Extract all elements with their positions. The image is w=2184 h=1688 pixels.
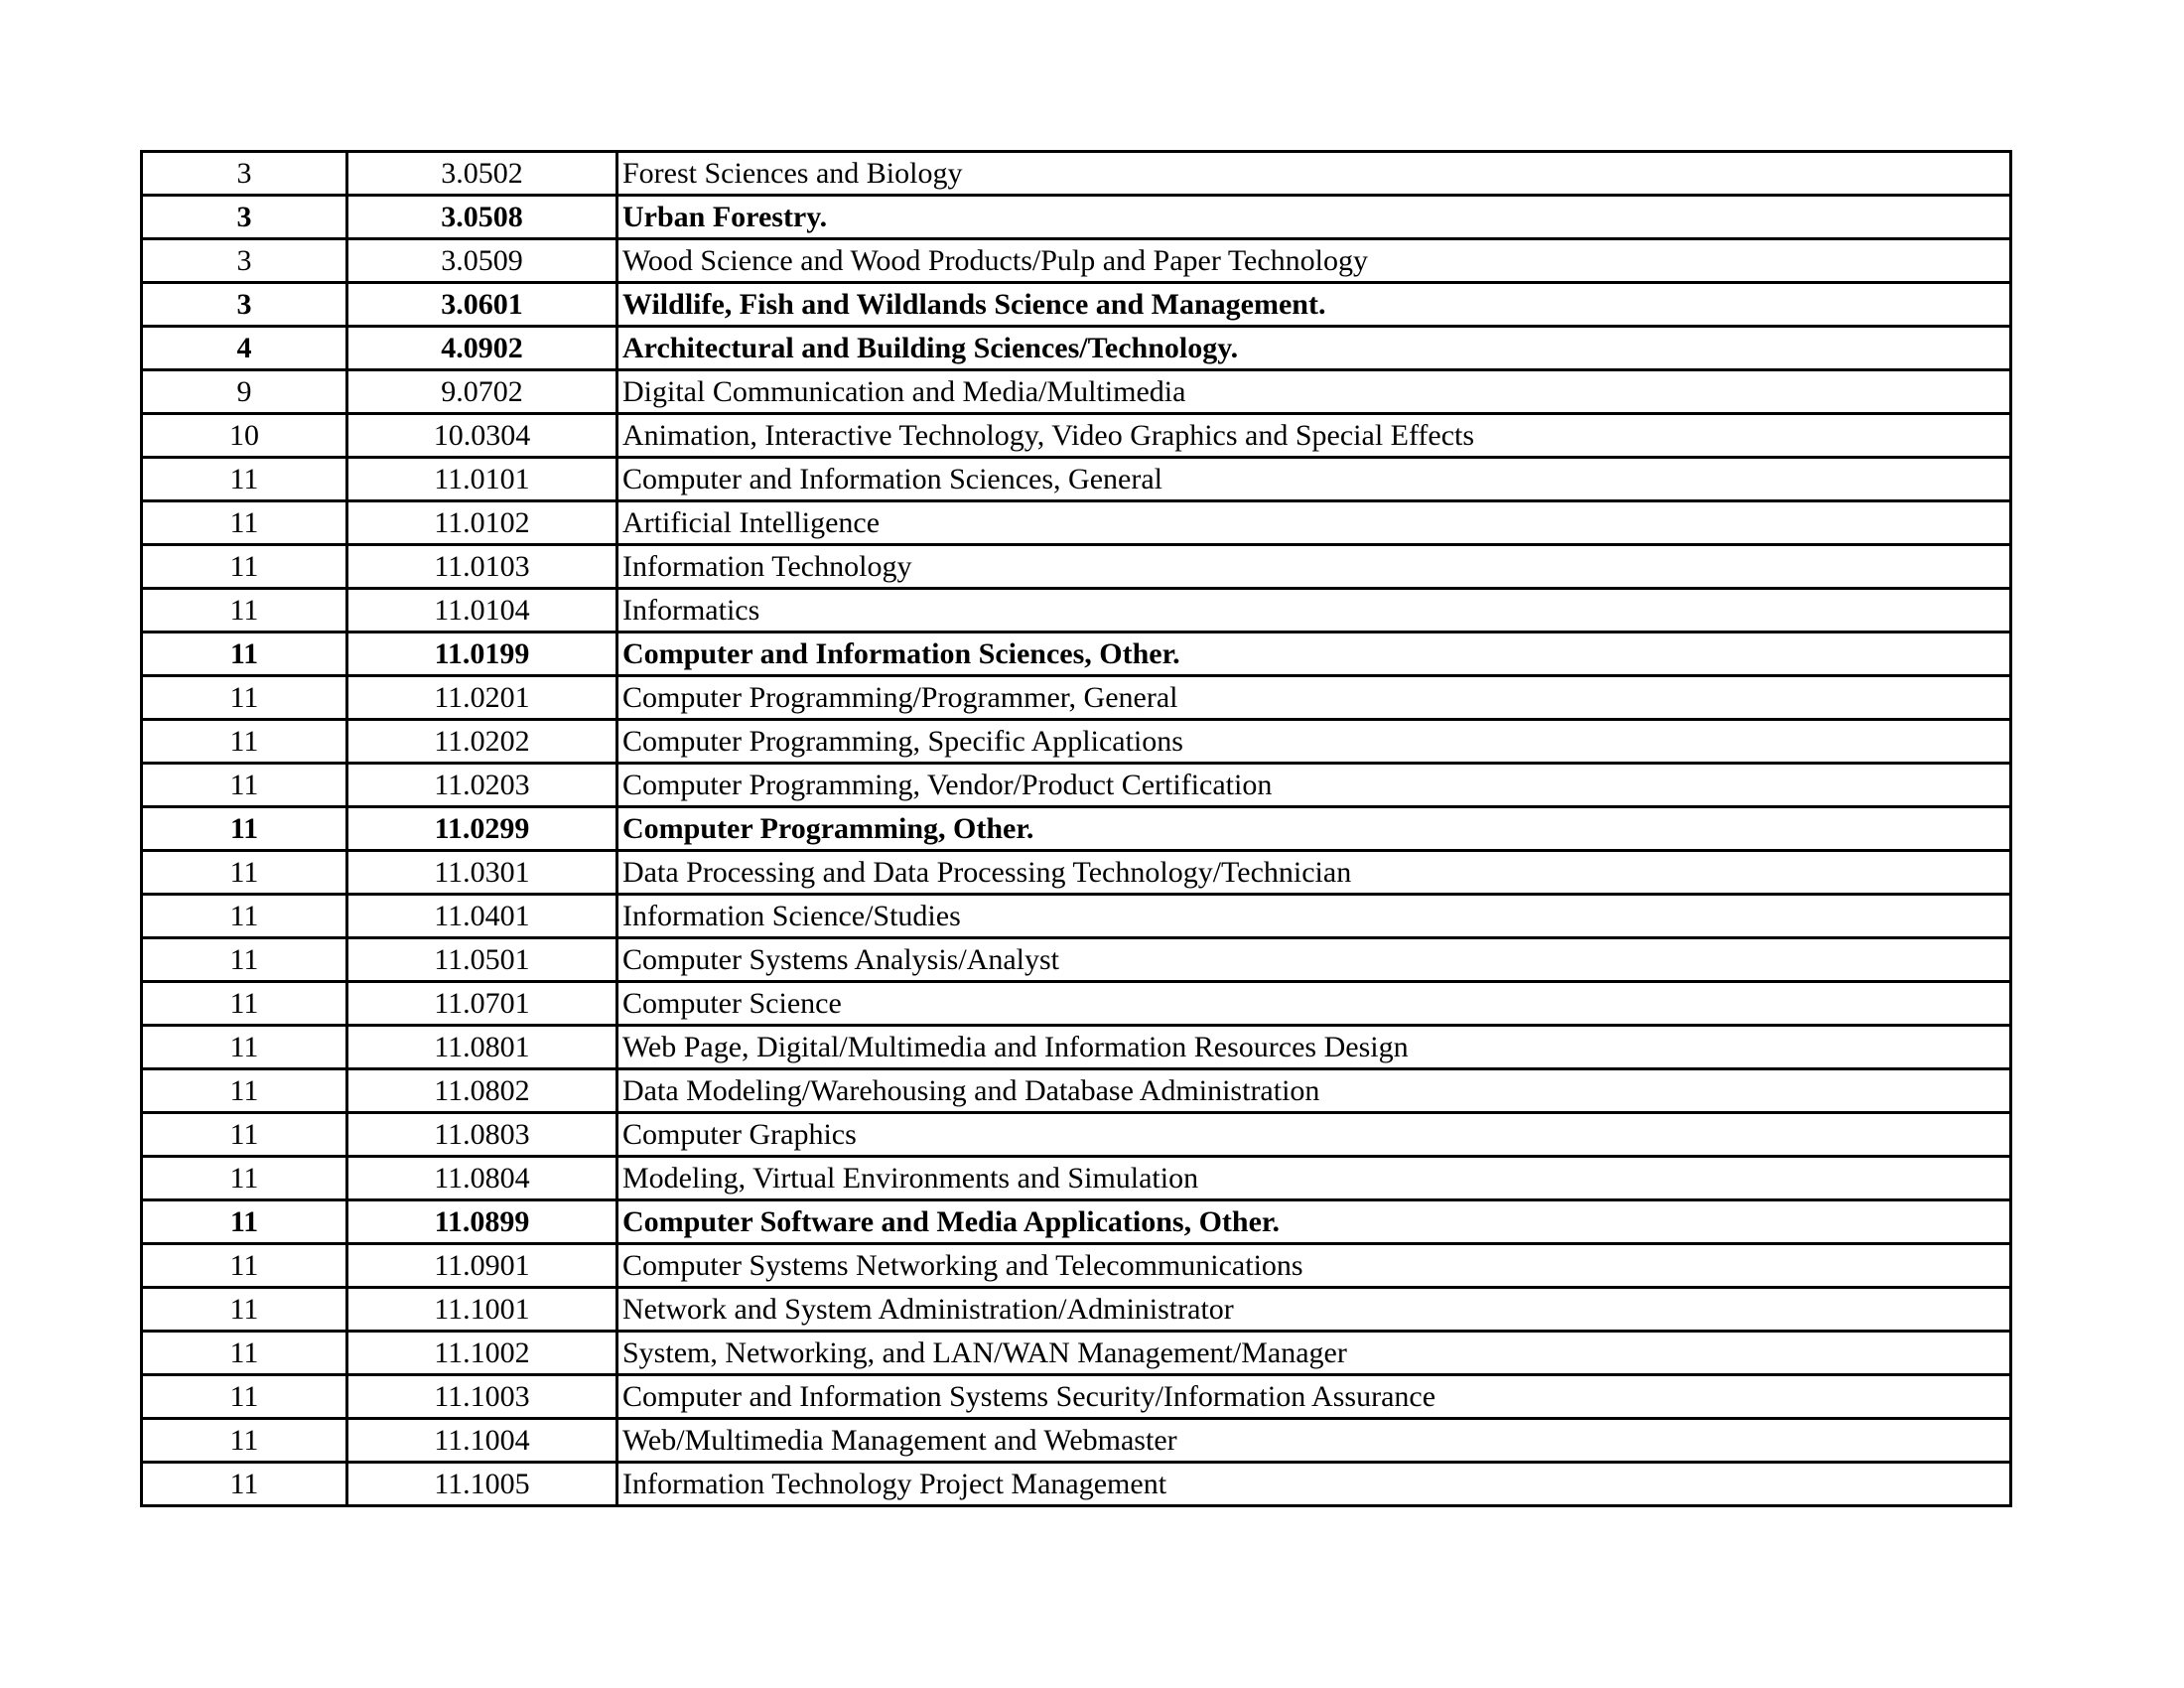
cip-code-cell: 3.0502 (347, 152, 617, 196)
cip-code-table (140, 150, 2012, 1507)
cip-title-cell: Urban Forestry. (617, 196, 2011, 239)
cip-code-cell: 11.1004 (347, 1419, 617, 1463)
cip-title-cell: Informatics (617, 589, 2011, 633)
cip-code-cell: 4.0902 (347, 327, 617, 370)
table-row (142, 1463, 2011, 1506)
cip-code-cell: 11.0299 (347, 807, 617, 851)
table-row (142, 1069, 2011, 1113)
table-row (142, 1419, 2011, 1463)
cip-code-cell: 11.0803 (347, 1113, 617, 1157)
table-row (142, 1157, 2011, 1200)
cip-family-cell: 11 (142, 1419, 347, 1463)
cip-family-cell: 11 (142, 1200, 347, 1244)
table-row (142, 589, 2011, 633)
cip-family-cell: 11 (142, 764, 347, 807)
table-row (142, 1200, 2011, 1244)
cip-title-cell: Forest Sciences and Biology (617, 152, 2011, 196)
cip-family-cell: 3 (142, 239, 347, 283)
cip-title-cell: Computer Programming, Vendor/Product Certification (617, 764, 2011, 807)
table-row (142, 196, 2011, 239)
table-row (142, 938, 2011, 982)
table-row (142, 720, 2011, 764)
table-row (142, 458, 2011, 501)
cip-family-cell: 3 (142, 152, 347, 196)
cip-code-cell: 11.0899 (347, 1200, 617, 1244)
cip-family-cell: 11 (142, 501, 347, 545)
cip-title-cell: Data Modeling/Warehousing and Database Administration (617, 1069, 2011, 1113)
cip-title-cell: Web Page, Digital/Multimedia and Information Resources Design (617, 1026, 2011, 1069)
cip-title-cell: Web/Multimedia Management and Webmaster (617, 1419, 2011, 1463)
cip-family-cell: 11 (142, 807, 347, 851)
cip-family-cell: 11 (142, 1332, 347, 1375)
cip-code-cell: 11.0501 (347, 938, 617, 982)
cip-title-cell: Computer and Information Systems Security/Information Assurance (617, 1375, 2011, 1419)
table-row (142, 633, 2011, 676)
table-row (142, 676, 2011, 720)
cip-code-cell: 11.0104 (347, 589, 617, 633)
cip-code-cell: 11.0401 (347, 895, 617, 938)
cip-table-body (142, 152, 2011, 1506)
cip-code-cell: 11.0102 (347, 501, 617, 545)
cip-title-cell: Computer Programming, Specific Applications (617, 720, 2011, 764)
cip-family-cell: 11 (142, 851, 347, 895)
table-row (142, 1332, 2011, 1375)
cip-family-cell: 11 (142, 720, 347, 764)
table-row (142, 851, 2011, 895)
table-row (142, 895, 2011, 938)
cip-family-cell: 11 (142, 1113, 347, 1157)
cip-family-cell: 11 (142, 1157, 347, 1200)
cip-code-cell: 3.0508 (347, 196, 617, 239)
cip-family-cell: 11 (142, 633, 347, 676)
cip-title-cell: Information Technology (617, 545, 2011, 589)
cip-code-cell: 11.0201 (347, 676, 617, 720)
cip-code-cell: 3.0509 (347, 239, 617, 283)
table-row (142, 807, 2011, 851)
cip-title-cell: Computer Systems Analysis/Analyst (617, 938, 2011, 982)
cip-title-cell: Modeling, Virtual Environments and Simulation (617, 1157, 2011, 1200)
cip-title-cell: Computer Science (617, 982, 2011, 1026)
cip-code-cell: 11.0301 (347, 851, 617, 895)
table-row (142, 501, 2011, 545)
cip-family-cell: 4 (142, 327, 347, 370)
table-row (142, 545, 2011, 589)
cip-code-cell: 11.0802 (347, 1069, 617, 1113)
table-row (142, 327, 2011, 370)
cip-family-cell: 11 (142, 1244, 347, 1288)
cip-title-cell: Network and System Administration/Administrator (617, 1288, 2011, 1332)
cip-title-cell: Animation, Interactive Technology, Video Graphics and Special Effects (617, 414, 2011, 458)
cip-code-cell: 11.0701 (347, 982, 617, 1026)
cip-family-cell: 11 (142, 1375, 347, 1419)
cip-code-cell: 3.0601 (347, 283, 617, 327)
cip-title-cell: Digital Communication and Media/Multimedia (617, 370, 2011, 414)
table-row (142, 982, 2011, 1026)
table-row (142, 1375, 2011, 1419)
cip-family-cell: 11 (142, 1026, 347, 1069)
cip-family-cell: 11 (142, 1069, 347, 1113)
cip-title-cell: Information Technology Project Management (617, 1463, 2011, 1506)
table-row (142, 1113, 2011, 1157)
cip-family-cell: 10 (142, 414, 347, 458)
cip-family-cell: 11 (142, 895, 347, 938)
cip-family-cell: 11 (142, 589, 347, 633)
table-row (142, 1026, 2011, 1069)
cip-code-cell: 11.1005 (347, 1463, 617, 1506)
cip-code-cell: 11.0103 (347, 545, 617, 589)
cip-title-cell: Information Science/Studies (617, 895, 2011, 938)
cip-family-cell: 11 (142, 458, 347, 501)
cip-title-cell: Computer Programming, Other. (617, 807, 2011, 851)
cip-code-cell: 11.0203 (347, 764, 617, 807)
cip-title-cell: Computer Systems Networking and Telecommunications (617, 1244, 2011, 1288)
table-row (142, 414, 2011, 458)
cip-title-cell: Wood Science and Wood Products/Pulp and Paper Technology (617, 239, 2011, 283)
table-row (142, 152, 2011, 196)
cip-code-cell: 11.1001 (347, 1288, 617, 1332)
table-row (142, 1244, 2011, 1288)
table-row (142, 370, 2011, 414)
cip-code-cell: 10.0304 (347, 414, 617, 458)
cip-family-cell: 11 (142, 982, 347, 1026)
cip-family-cell: 11 (142, 938, 347, 982)
table-row (142, 239, 2011, 283)
cip-code-cell: 11.1002 (347, 1332, 617, 1375)
cip-title-cell: Computer Software and Media Applications, Other. (617, 1200, 2011, 1244)
cip-title-cell: Artificial Intelligence (617, 501, 2011, 545)
cip-code-cell: 11.0804 (347, 1157, 617, 1200)
table-row (142, 283, 2011, 327)
cip-family-cell: 11 (142, 1288, 347, 1332)
cip-title-cell: Computer and Information Sciences, General (617, 458, 2011, 501)
cip-title-cell: Computer Graphics (617, 1113, 2011, 1157)
cip-family-cell: 9 (142, 370, 347, 414)
cip-code-cell: 11.0801 (347, 1026, 617, 1069)
cip-title-cell: System, Networking, and LAN/WAN Management/Manager (617, 1332, 2011, 1375)
cip-code-cell: 11.0901 (347, 1244, 617, 1288)
cip-code-cell: 11.0199 (347, 633, 617, 676)
cip-title-cell: Architectural and Building Sciences/Technology. (617, 327, 2011, 370)
cip-family-cell: 11 (142, 1463, 347, 1506)
cip-code-cell: 9.0702 (347, 370, 617, 414)
cip-title-cell: Data Processing and Data Processing Technology/Technician (617, 851, 2011, 895)
cip-title-cell: Wildlife, Fish and Wildlands Science and Management. (617, 283, 2011, 327)
cip-family-cell: 3 (142, 283, 347, 327)
cip-code-cell: 11.0202 (347, 720, 617, 764)
cip-code-cell: 11.0101 (347, 458, 617, 501)
cip-title-cell: Computer Programming/Programmer, General (617, 676, 2011, 720)
cip-code-cell: 11.1003 (347, 1375, 617, 1419)
cip-title-cell: Computer and Information Sciences, Other. (617, 633, 2011, 676)
table-row (142, 764, 2011, 807)
cip-family-cell: 11 (142, 545, 347, 589)
cip-family-cell: 11 (142, 676, 347, 720)
table-row (142, 1288, 2011, 1332)
cip-family-cell: 3 (142, 196, 347, 239)
